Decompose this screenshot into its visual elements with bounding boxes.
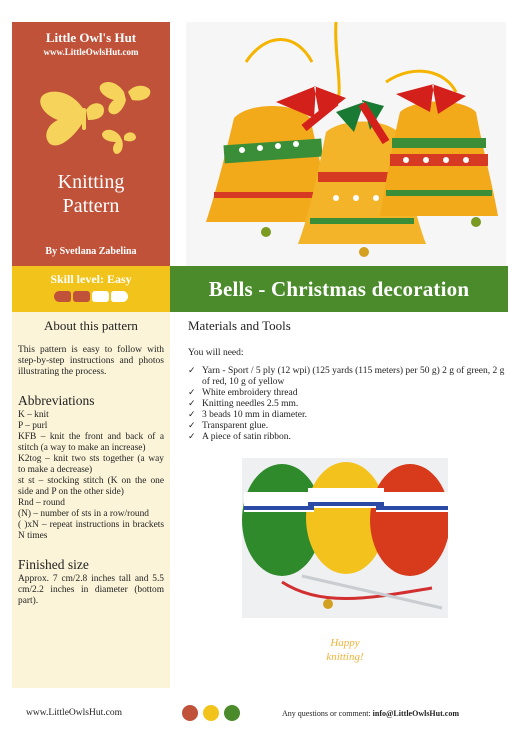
materials-intro: You will need:: [188, 348, 244, 358]
skill-pill: [54, 291, 71, 302]
materials-heading: Materials and Tools: [188, 318, 291, 333]
abbreviation-item: (N) – number of sts in a row/round: [18, 509, 149, 519]
color-dot: [203, 705, 219, 721]
materials-item: ✓ 3 beads 10 mm in diameter.: [188, 410, 308, 420]
materials-list: [188, 366, 506, 443]
materials-item: ✓ White embroidery thread: [188, 388, 298, 398]
footer-website-link[interactable]: www.LittleOwlsHut.com: [26, 708, 122, 718]
abbreviation-item: st st – stocking stitch (K on the one side and P on the other side): [18, 476, 164, 497]
check-icon: ✓: [188, 366, 196, 376]
materials-item: ✓ Transparent glue.: [188, 421, 269, 431]
yarn-photo: [242, 458, 448, 618]
skill-level-label: Skill level: Easy: [50, 272, 132, 286]
finished-size-text: Approx. 7 cm/2.8 inches tall and 5.5 cm/2.2 inches in diameter (bottom part).: [18, 574, 164, 606]
abbreviation-item: P – purl: [18, 421, 48, 431]
contact-email-link[interactable]: info@LittleOwlsHut.com: [372, 709, 459, 718]
skill-pill: [111, 291, 128, 302]
materials-item: ✓ Knitting needles 2.5 mm.: [188, 399, 299, 409]
materials-item: ✓ A piece of satin ribbon.: [188, 432, 291, 442]
color-dot: [182, 705, 198, 721]
title-bar: [170, 266, 508, 312]
materials-item: ✓ Yarn - Sport / 5 ply (12 wpi) (125 yards (115 meters) per 50 g) 2 g of green, 2 g of red, 10 g of yellow: [188, 366, 505, 387]
skill-level-bar: [12, 266, 170, 312]
abbreviations-list: [18, 410, 164, 542]
left-column: [12, 312, 170, 688]
abbreviation-item: ( )xN – repeat instructions in brackets N times: [18, 520, 164, 541]
check-icon: ✓: [188, 432, 196, 442]
check-icon: ✓: [188, 421, 196, 431]
bells-photo: [186, 22, 506, 266]
footer-contact: Any questions or comment: info@LittleOwlsHut.com: [282, 709, 459, 718]
brand-name: Little Owl's Hut: [45, 30, 137, 45]
about-heading: About this pattern: [44, 318, 138, 333]
abbreviation-item: K2tog – knit two sts together (a way to make a decrease): [18, 454, 164, 475]
abbreviation-item: KFB – knit the front and back of a stitch (a way to make an increase): [18, 432, 164, 453]
color-dot: [224, 705, 240, 721]
check-icon: ✓: [188, 388, 196, 398]
butterflies-icon: [12, 70, 170, 170]
abbreviation-item: Rnd – round: [18, 498, 65, 508]
pattern-title: Bells - Christmas decoration: [208, 277, 470, 301]
check-icon: ✓: [188, 410, 196, 420]
finished-size-heading: Finished size: [18, 557, 89, 572]
abbreviations-heading: Abbreviations: [18, 393, 95, 408]
skill-pill: [92, 291, 109, 302]
skill-level-indicator: [12, 291, 170, 302]
footer-dots: [182, 705, 240, 721]
check-icon: ✓: [188, 399, 196, 409]
brand-panel: [12, 22, 170, 266]
document-type: Knitting Pattern: [57, 171, 125, 217]
closing-message: Happy knitting!: [326, 637, 364, 663]
brand-url[interactable]: www.LittleOwlsHut.com: [43, 47, 139, 57]
abbreviation-item: K – knit: [18, 410, 49, 420]
about-text: This pattern is easy to follow with step-by-step instructions and photos illustrating the process.: [18, 345, 164, 377]
author-name: By Svetlana Zabelina: [45, 246, 137, 257]
skill-pill: [73, 291, 90, 302]
